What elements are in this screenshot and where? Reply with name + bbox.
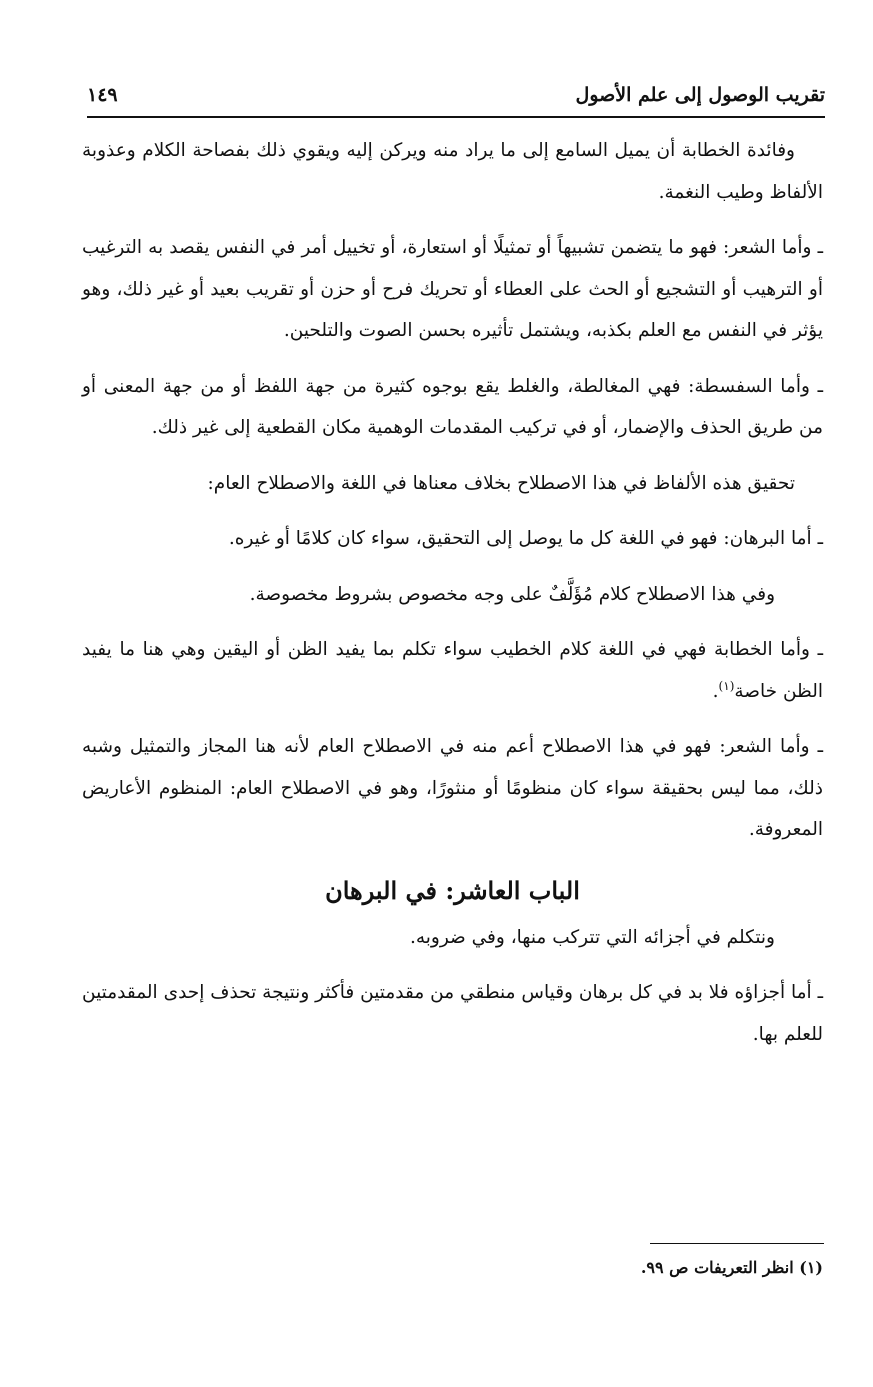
paragraph: ـ أما البرهان: فهو في اللغة كل ما يوصل إلى التحقيق، سواء كان كلامًا أو غيره. (228, 528, 823, 549)
page-body (82, 130, 823, 1069)
paragraph: ـ أما أجزاؤه فلا بد في كل برهان وقياس منطقي من مقدمتين فأكثر ونتيجة تحذف إحدى المقدمتين للعلم بها. (82, 982, 823, 1045)
book-title: تقريب الوصول إلى علم الأصول (575, 84, 825, 106)
page-number: ١٤٩ (87, 84, 118, 106)
footnote-reference[interactable]: (١) (718, 678, 735, 693)
paragraph: وفائدة الخطابة أن يميل السامع إلى ما يراد منه ويركن إليه ويقوي ذلك بفصاحة الكلام وعذوبة الألفاظ وطيب النغمة. (82, 140, 823, 203)
paragraph: ـ وأما الشعر: فهو في هذا الاصطلاح أعم منه في الاصطلاح العام لأنه هنا المجاز والتمثيل وشبه ذلك، مما ليس بحقيقة سواء كان منظومًا أو منثورًا، وهو في الاصطلاح العام: المنظوم الأعاريض المعروفة. (82, 736, 823, 840)
running-header (87, 80, 825, 118)
footnote: (١) انظر التعريفات ص ٩٩. (640, 1258, 823, 1277)
paragraph: وفي هذا الاصطلاح كلام مُؤَلَّفٌ على وجه مخصوص بشروط مخصوصة. (249, 583, 775, 605)
paragraph: تحقيق هذه الألفاظ في هذا الاصطلاح بخلاف معناها في اللغة والاصطلاح العام: (207, 472, 795, 494)
paragraph-text: ـ وأما الخطابة فهي في اللغة كلام الخطيب سواء تكلم بما يفيد الظن أو اليقين وهي هنا ما يفيد الظن خاصة (82, 639, 823, 702)
paragraph: ـ وأما السفسطة: فهي المغالطة، والغلط يقع بوجوه كثيرة من جهة اللفظ أو من جهة المعنى أو من طريق الحذف والإضمار، أو في تركيب المقدمات الوهمية مكان القطعية إلى غير ذلك. (82, 375, 823, 438)
paragraph-with-footnote (82, 629, 823, 712)
footnote-divider (650, 1243, 824, 1244)
chapter-heading: الباب العاشر: في البرهان (325, 875, 580, 905)
paragraph-end-punct: . (712, 680, 719, 702)
paragraph: ونتكلم في أجزائه التي تتركب منها، وفي ضروبه. (409, 926, 775, 948)
paragraph: ـ وأما الشعر: فهو ما يتضمن تشبيهاً أو تمثيلًا أو استعارة، أو تخييل أمر في النفس يقصد به الترغيب أو الترهيب أو التشجيع أو الحث على العطاء أو تحريك فرح أو حزن أو تقريب بعيد أو غير ذلك، وهو يؤثر في النفس مع العلم بكذبه، ويشتمل تأثيره بحسن الصوت والتلحين. (82, 237, 823, 341)
